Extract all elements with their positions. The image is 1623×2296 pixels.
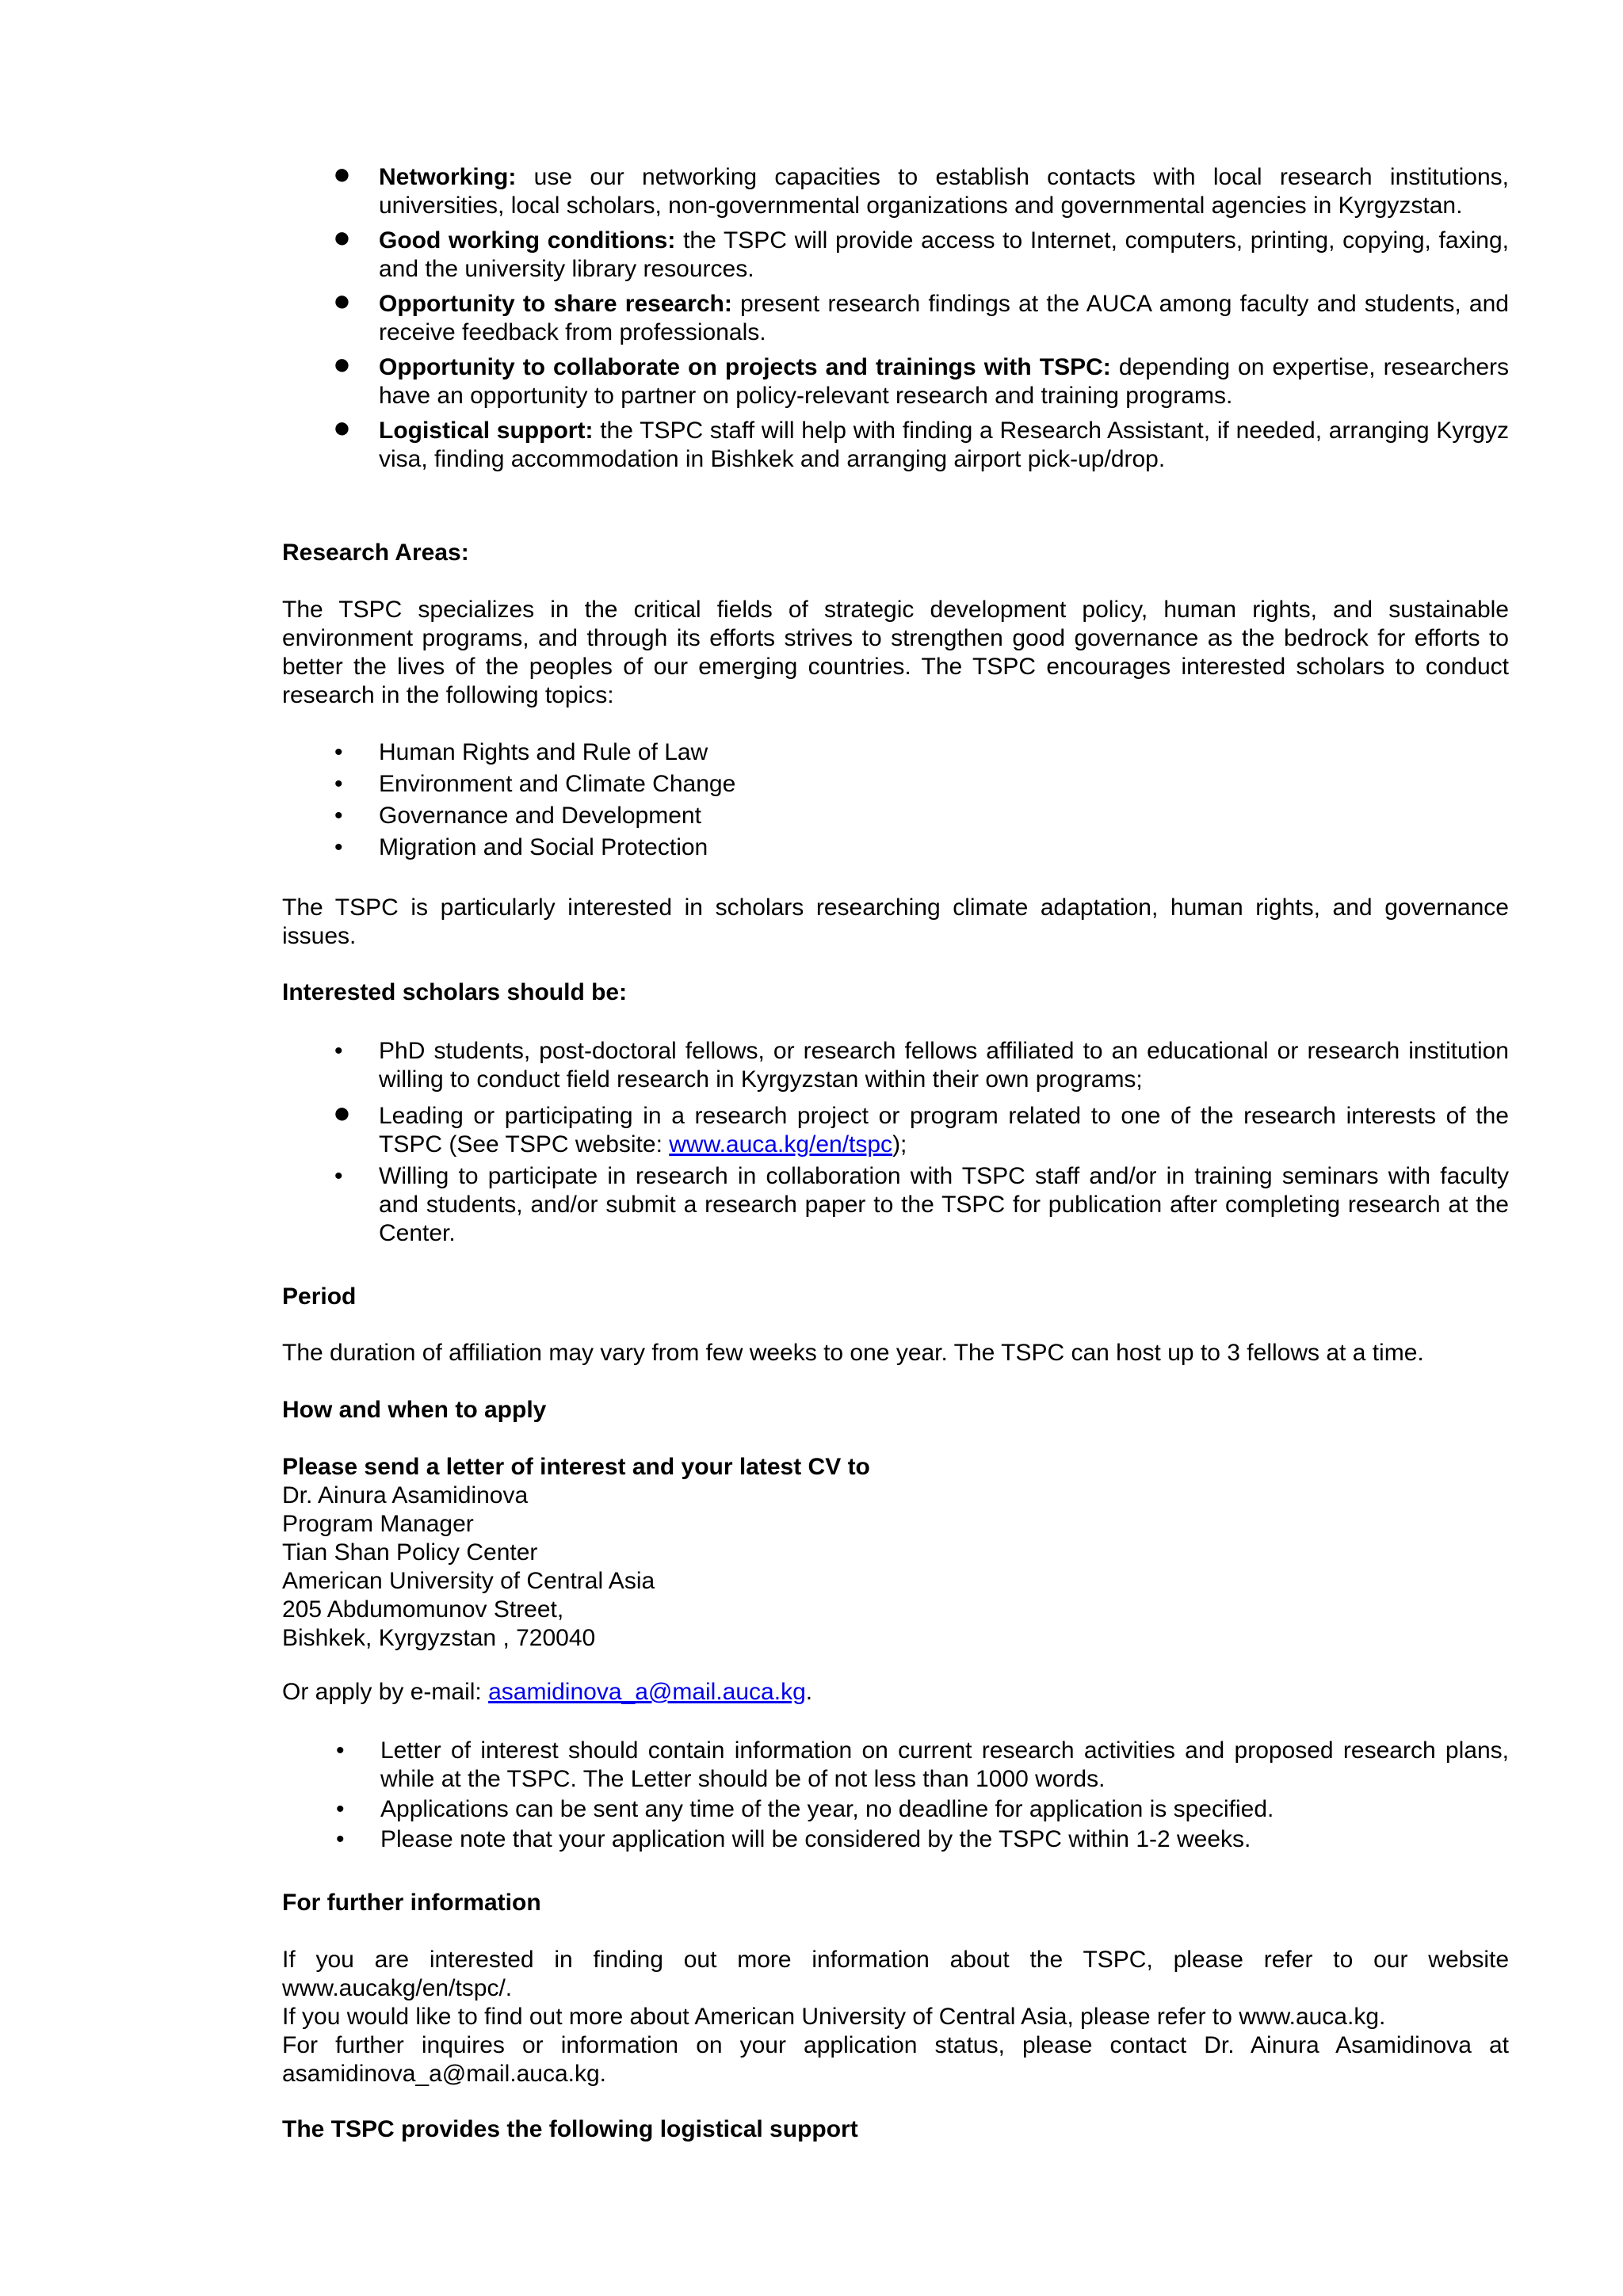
benefit-title: Networking: bbox=[379, 164, 517, 190]
address-line: Bishkek, Kyrgyzstan , 720040 bbox=[282, 1625, 596, 1651]
bullet-icon: • bbox=[336, 1796, 345, 1822]
apply-heading: How and when to apply bbox=[282, 1397, 547, 1423]
benefit-item bbox=[282, 158, 1510, 220]
benefit-text: the TSPC staff will help with finding a Research Assistant, if needed, arranging Kyrgyz visa, finding accommodation in Bishkek and arranging airport pick-up/drop. bbox=[379, 418, 1509, 472]
scholars-list bbox=[282, 1037, 1509, 1248]
bullet-icon: ● bbox=[333, 158, 351, 191]
address-line: 205 Abdumomunov Street, bbox=[282, 1596, 564, 1623]
topic-item: • Migration and Social Protection bbox=[334, 834, 708, 860]
benefit-title: Logistical support: bbox=[379, 418, 594, 444]
further-text bbox=[282, 1946, 1509, 2088]
benefit-item bbox=[282, 221, 1509, 284]
scholar-item: ● Leading or participating in a research project or program related to one of the research interests of the TSPC (See TSPC website: www.auca.kg/en/tspc); bbox=[333, 1097, 1509, 1158]
topic-item: • Human Rights and Rule of Law bbox=[334, 739, 708, 765]
topic-item: • Environment and Climate Change bbox=[334, 771, 736, 797]
email-link[interactable]: asamidinova_a@mail.auca.kg bbox=[488, 1679, 806, 1705]
further-line: If you would like to find out more about American University of Central Asia, please refer to www.auca.kg. bbox=[282, 2004, 1386, 2030]
bullet-icon: • bbox=[336, 1826, 345, 1852]
tspc-website-link[interactable]: www.auca.kg/en/tspc bbox=[669, 1131, 893, 1158]
bullet-icon: • bbox=[334, 771, 343, 797]
bullet-icon: • bbox=[334, 1038, 343, 1064]
research-areas-intro: The TSPC specializes in the critical fields of strategic development policy, human rights, and sustainable environment programs, and through its efforts strives to strengthen good governance as the bedrock for efforts to better the lives of the peoples of our emerging countries. The TSPC encourages interested scholars to conduct research in the following topics: bbox=[282, 597, 1509, 708]
address-line: American University of Central Asia bbox=[282, 1568, 655, 1594]
bullet-icon: • bbox=[334, 739, 343, 765]
bullet-icon: ● bbox=[333, 1097, 351, 1130]
note-item: • Applications can be sent any time of the year, no deadline for application is specified. bbox=[336, 1796, 1274, 1822]
benefit-item bbox=[282, 348, 1509, 410]
logistical-support-heading: The TSPC provides the following logistical support bbox=[282, 2116, 858, 2142]
research-topics-list bbox=[282, 738, 1509, 862]
bullet-icon: ● bbox=[333, 411, 351, 444]
bullet-icon: ● bbox=[333, 284, 351, 318]
scholar-item: • Willing to participate in research in collaboration with TSPC staff and/or in training seminars with faculty and students, and/or submit a research paper to the TSPC for publication after completing research at the Center. bbox=[334, 1163, 1509, 1246]
period-heading: Period bbox=[282, 1283, 357, 1310]
note-item: • Letter of interest should contain information on current research activities and proposed research plans, while at the TSPC. The Letter should be of not less than 1000 words. bbox=[336, 1737, 1509, 1792]
contact-address bbox=[282, 1482, 655, 1653]
email-line: Or apply by e-mail: asamidinova_a@mail.auca.kg. bbox=[282, 1679, 813, 1705]
bullet-icon: • bbox=[334, 1163, 343, 1189]
address-line: Program Manager bbox=[282, 1511, 474, 1537]
benefit-text: depending on expertise, researchers have an opportunity to partner on policy-relevant research and training programs. bbox=[379, 354, 1509, 409]
bullet-icon: • bbox=[334, 834, 343, 860]
bullet-icon: ● bbox=[333, 221, 351, 254]
benefit-text: use our networking capacities to establish contacts with local research institutions, universities, local scholars, non-governmental organizations and governmental agencies in Kyrgyzstan. bbox=[379, 164, 1510, 219]
apply-notes-list bbox=[284, 1737, 1509, 1854]
bullet-icon: • bbox=[334, 803, 343, 829]
topic-item: • Governance and Development bbox=[334, 803, 701, 829]
bullet-icon: • bbox=[336, 1737, 345, 1764]
benefit-title: Opportunity to share research: bbox=[379, 291, 732, 317]
scholars-heading: Interested scholars should be: bbox=[282, 979, 628, 1005]
scholar-item: • PhD students, post-doctoral fellows, or research fellows affiliated to an educational or research institution willing to conduct field research in Kyrgyzstan within their own programs; bbox=[334, 1038, 1509, 1093]
research-areas-note: The TSPC is particularly interested in scholars researching climate adaptation, human rights, and governance issues. bbox=[282, 894, 1509, 949]
further-line: If you are interested in finding out more information about the TSPC, please refer to our website www.aucakg/en/tspc/. bbox=[282, 1947, 1509, 2001]
note-item: • Please note that your application will be considered by the TSPC within 1-2 weeks. bbox=[336, 1826, 1251, 1852]
benefits-list bbox=[282, 158, 1510, 474]
address-line: Dr. Ainura Asamidinova bbox=[282, 1482, 529, 1508]
send-heading: Please send a letter of interest and your latest CV to bbox=[282, 1454, 870, 1480]
benefit-text: present research findings at the AUCA among faculty and students, and receive feedback from professionals. bbox=[379, 291, 1509, 345]
research-areas-heading: Research Areas: bbox=[282, 540, 469, 566]
benefit-title: Opportunity to collaborate on projects and trainings with TSPC: bbox=[379, 354, 1111, 380]
period-text: The duration of affiliation may vary from few weeks to one year. The TSPC can host up to 3 fellows at a time. bbox=[282, 1340, 1424, 1366]
bullet-icon: ● bbox=[333, 348, 351, 381]
benefit-item bbox=[282, 411, 1509, 474]
benefit-text: the TSPC will provide access to Internet, computers, printing, copying, faxing, and the university library resources. bbox=[379, 227, 1509, 282]
address-line: Tian Shan Policy Center bbox=[282, 1539, 538, 1566]
benefit-item bbox=[282, 284, 1509, 347]
further-heading: For further information bbox=[282, 1890, 541, 1916]
further-line: For further inquires or information on your application status, please contact Dr. Ainura Asamidinova at asamidinova_a@mail.auca.kg. bbox=[282, 2032, 1509, 2087]
benefit-title: Good working conditions: bbox=[379, 227, 676, 254]
